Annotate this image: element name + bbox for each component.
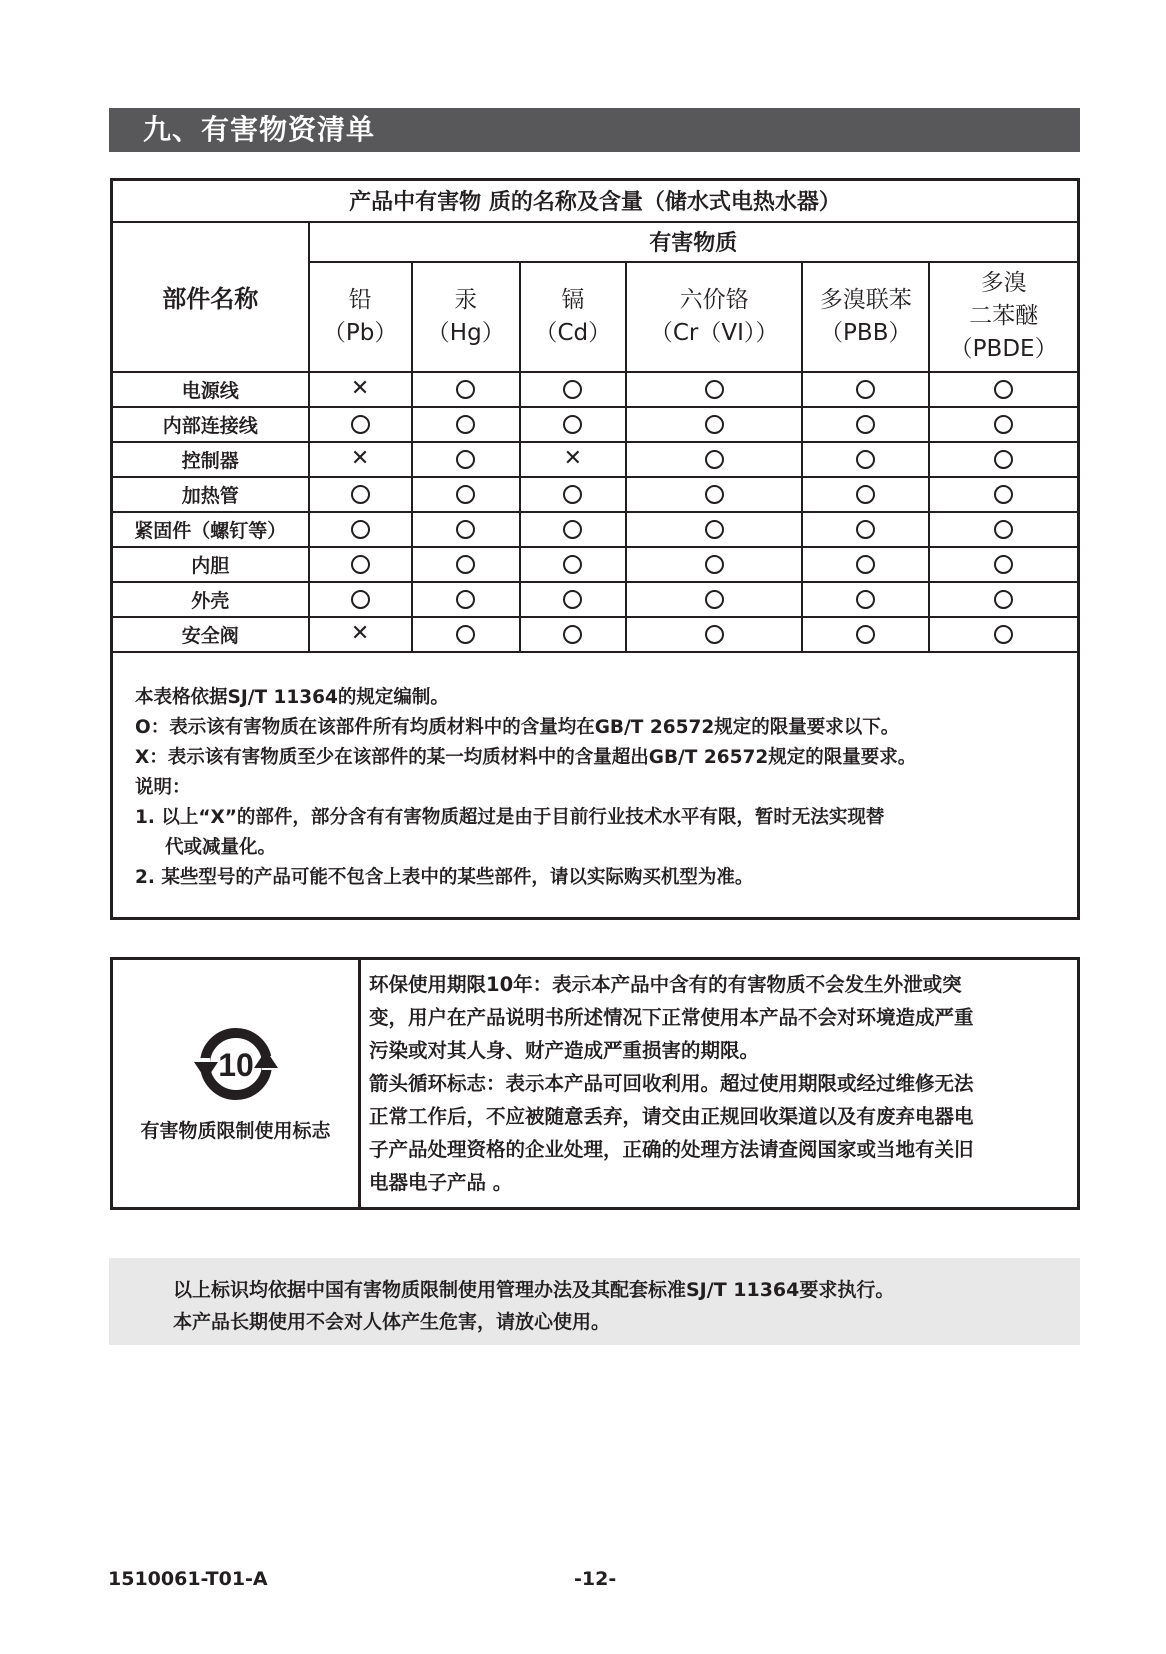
compliant-circle-icon — [994, 555, 1013, 574]
description-line: 正常工作后，不应被随意丢弃，请交由正规回收渠道以及有废弃电器电 — [369, 1105, 974, 1128]
substance-column-header — [626, 262, 802, 372]
section-title: 九、有害物资清单 — [109, 108, 1080, 152]
compliant-circle-icon — [994, 520, 1013, 539]
substance-mark-cell — [929, 442, 1078, 477]
substance-mark-cell — [626, 547, 802, 582]
table-row — [112, 512, 1079, 547]
substance-mark-cell — [929, 617, 1078, 652]
note-o-meaning: O：表示该有害物质在该部件所有均质材料中的含量均在GB/T 26572规定的限量要求以下。 — [135, 716, 900, 738]
compliant-circle-icon — [856, 625, 875, 644]
substance-mark-cell — [626, 372, 802, 407]
compliant-circle-icon — [705, 520, 724, 539]
substance-mark-cell — [520, 512, 626, 547]
part-name: 加热管 — [112, 477, 309, 512]
substance-name: 铅 — [348, 286, 372, 313]
compliant-circle-icon — [456, 625, 475, 644]
substance-symbol: （PBDE） — [949, 336, 1058, 362]
compliant-circle-icon — [994, 415, 1013, 434]
description-line: 污染或对其人身、财产造成严重损害的期限。 — [369, 1039, 760, 1062]
substance-mark-cell — [520, 547, 626, 582]
exceeds-limit-x-icon: ✕ — [350, 446, 370, 472]
compliant-circle-icon — [856, 415, 875, 434]
compliant-circle-icon — [563, 625, 582, 644]
table-row — [112, 407, 1079, 442]
compliant-circle-icon — [351, 415, 370, 434]
description-line: 电器电子产品 。 — [369, 1171, 513, 1194]
compliant-circle-icon — [456, 555, 475, 574]
compliant-circle-icon — [994, 590, 1013, 609]
compliant-circle-icon — [856, 520, 875, 539]
substance-mark-cell — [929, 477, 1078, 512]
substance-mark-cell — [520, 582, 626, 617]
substance-symbol: （Hg） — [426, 319, 505, 346]
substance-mark-cell — [520, 477, 626, 512]
substance-name: 二苯醚 — [969, 303, 1039, 329]
substance-mark-cell — [626, 582, 802, 617]
compliant-circle-icon — [456, 485, 475, 504]
substance-mark-cell — [929, 582, 1078, 617]
compliant-circle-icon — [705, 415, 724, 434]
compliant-circle-icon — [563, 590, 582, 609]
substance-symbol: （Cr（VI）） — [649, 319, 779, 346]
substance-column-header — [412, 262, 520, 372]
substance-mark-cell — [802, 617, 929, 652]
substance-mark-cell — [802, 582, 929, 617]
table-row — [112, 617, 1079, 652]
substance-column-header — [309, 262, 412, 372]
note-item-1: 1. 以上“X”的部件，部分含有有害物质超过是由于目前行业技术水平有限，暂时无法实现替 — [135, 806, 885, 828]
document-code: 1510061-T01-A — [108, 1568, 268, 1590]
substance-mark-cell — [412, 582, 520, 617]
note-x-meaning: X：表示该有害物质至少在该部件的某一均质材料中的含量超出GB/T 26572规定的限量要求。 — [135, 746, 917, 768]
description-line: 变，用户在产品说明书所述情况下正常使用本产品不会对环境造成严重 — [369, 1006, 974, 1029]
part-name-header: 部件名称 — [112, 222, 309, 372]
substance-column-header — [520, 262, 626, 372]
substance-mark-cell — [802, 547, 929, 582]
substance-mark-cell — [309, 442, 412, 477]
substance-name: 镉 — [561, 286, 585, 313]
table-row — [112, 442, 1079, 477]
exceeds-limit-x-icon: ✕ — [563, 446, 583, 472]
substance-mark-cell — [520, 442, 626, 477]
notice-line-2: 本产品长期使用不会对人体产生危害，请放心使用。 — [173, 1311, 611, 1333]
compliant-circle-icon — [456, 590, 475, 609]
substance-mark-cell — [412, 547, 520, 582]
compliant-circle-icon — [856, 450, 875, 469]
compliant-circle-icon — [456, 415, 475, 434]
compliant-circle-icon — [351, 485, 370, 504]
substance-name: 多溴 — [980, 270, 1027, 296]
table-row — [112, 547, 1079, 582]
part-name: 紧固件（螺钉等） — [112, 512, 309, 547]
substance-mark-cell — [626, 617, 802, 652]
substance-mark-cell — [802, 477, 929, 512]
substance-mark-cell — [929, 407, 1078, 442]
exceeds-limit-x-icon: ✕ — [350, 376, 370, 402]
substance-mark-cell — [412, 617, 520, 652]
environmental-protection-use-period-icon — [190, 1024, 282, 1104]
part-name: 控制器 — [112, 442, 309, 477]
substance-mark-cell — [309, 477, 412, 512]
compliant-circle-icon — [994, 625, 1013, 644]
substance-mark-cell — [802, 407, 929, 442]
restriction-mark-label: 有害物质限制使用标志 — [140, 1120, 331, 1142]
note-item-1-continued: 代或减量化。 — [165, 836, 277, 858]
substance-mark-cell — [802, 372, 929, 407]
substance-mark-cell — [802, 512, 929, 547]
substance-name: 六价铬 — [679, 286, 749, 313]
substance-mark-cell — [626, 442, 802, 477]
compliant-circle-icon — [705, 590, 724, 609]
substance-mark-cell — [929, 372, 1078, 407]
compliant-circle-icon — [563, 555, 582, 574]
restriction-mark-cell — [113, 960, 361, 1207]
substance-mark-cell — [412, 372, 520, 407]
part-name: 内部连接线 — [112, 407, 309, 442]
substance-mark-cell — [626, 407, 802, 442]
compliant-circle-icon — [856, 380, 875, 399]
substance-symbol: （Cd） — [534, 319, 612, 346]
substance-mark-cell — [520, 617, 626, 652]
compliant-circle-icon — [456, 450, 475, 469]
compliant-circle-icon — [705, 485, 724, 504]
compliance-notice — [109, 1258, 1080, 1345]
part-name: 内胆 — [112, 547, 309, 582]
substance-mark-cell — [929, 512, 1078, 547]
compliant-circle-icon — [856, 590, 875, 609]
description-line: 箭头循环标志：表示本产品可回收利用。超过使用期限或经过维修无法 — [369, 1072, 974, 1095]
compliant-circle-icon — [994, 450, 1013, 469]
table-row — [112, 582, 1079, 617]
substance-mark-cell — [520, 372, 626, 407]
compliant-circle-icon — [705, 380, 724, 399]
description-line: 子产品处理资格的企业处理，正确的处理方法请查阅国家或当地有关旧 — [369, 1138, 974, 1161]
note-item-2: 2. 某些型号的产品可能不包含上表中的某些部件，请以实际购买机型为准。 — [135, 866, 754, 888]
page-number: -12- — [574, 1568, 617, 1590]
table-row — [112, 477, 1079, 512]
substance-mark-cell — [412, 442, 520, 477]
hazardous-substance-group-header: 有害物质 — [309, 222, 1079, 262]
substance-mark-cell — [802, 442, 929, 477]
substance-mark-cell — [309, 582, 412, 617]
note-explain-label: 说明： — [135, 776, 191, 798]
compliant-circle-icon — [705, 555, 724, 574]
substance-symbol: （PBB） — [820, 319, 912, 346]
substance-name: 汞 — [454, 286, 478, 313]
substance-mark-cell — [626, 477, 802, 512]
compliant-circle-icon — [456, 380, 475, 399]
substance-mark-cell — [412, 407, 520, 442]
part-name: 电源线 — [112, 372, 309, 407]
substance-column-header — [802, 262, 929, 372]
substance-mark-cell — [309, 407, 412, 442]
substance-mark-cell — [309, 617, 412, 652]
note-basis: 本表格依据SJ/T 11364的规定编制。 — [135, 686, 449, 708]
substance-symbol: （Pb） — [322, 319, 398, 346]
substance-mark-cell — [520, 407, 626, 442]
substance-column-header — [929, 262, 1078, 372]
description-line: 环保使用期限10年：表示本产品中含有的有害物质不会发生外泄或突 — [369, 973, 962, 996]
compliant-circle-icon — [856, 555, 875, 574]
compliant-circle-icon — [456, 520, 475, 539]
compliant-circle-icon — [856, 485, 875, 504]
compliant-circle-icon — [563, 485, 582, 504]
compliant-circle-icon — [563, 415, 582, 434]
compliant-circle-icon — [994, 485, 1013, 504]
table-notes — [112, 652, 1079, 919]
substance-mark-cell — [412, 512, 520, 547]
substance-mark-cell — [929, 547, 1078, 582]
compliant-circle-icon — [994, 380, 1013, 399]
table-row — [112, 372, 1079, 407]
substance-mark-cell — [412, 477, 520, 512]
exceeds-limit-x-icon: ✕ — [350, 621, 370, 647]
compliant-circle-icon — [563, 380, 582, 399]
compliant-circle-icon — [563, 520, 582, 539]
substance-mark-cell — [309, 372, 412, 407]
compliant-circle-icon — [351, 590, 370, 609]
table-caption: 产品中有害物 质的名称及含量（储水式电热水器） — [112, 180, 1079, 222]
compliant-circle-icon — [705, 450, 724, 469]
substance-mark-cell — [626, 512, 802, 547]
substance-mark-cell — [309, 547, 412, 582]
compliant-circle-icon — [351, 555, 370, 574]
restriction-mark-box — [110, 957, 1080, 1210]
hazardous-substances-table — [110, 178, 1080, 920]
part-name: 安全阀 — [112, 617, 309, 652]
restriction-description — [361, 960, 1077, 1207]
logo-number: 10 — [217, 1047, 254, 1083]
substance-mark-cell — [309, 512, 412, 547]
notice-line-1: 以上标识均依据中国有害物质限制使用管理办法及其配套标准SJ/T 11364要求执行。 — [173, 1279, 895, 1301]
compliant-circle-icon — [351, 520, 370, 539]
substance-name: 多溴联苯 — [819, 286, 912, 313]
compliant-circle-icon — [705, 625, 724, 644]
part-name: 外壳 — [112, 582, 309, 617]
